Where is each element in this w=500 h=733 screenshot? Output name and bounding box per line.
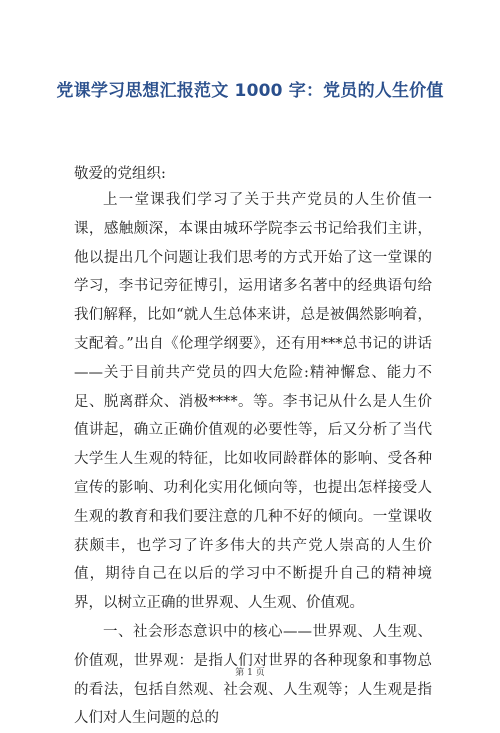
document-body (74, 186, 432, 733)
salutation: 敬爱的党组织: (74, 166, 166, 182)
paragraph-2: 一、社会形态意识中的核心——世界观、人生观、价值观，世界观：是指人们对世界的各种现象和事物总的看法，包括自然观、社会观、人生观等；人生观是指人们对人生问题的总的 (74, 623, 432, 727)
paragraph-1: 上一堂课我们学习了关于共产党员的人生价值一课，感触颇深，本课由城环学院李云书记给我们主讲，他以提出几个问题让我们思考的方式开始了这一堂课的学习，李书记旁征博引，运用诸多名著中的经典语句给我们解释，比如“就人生总体来讲，总是被偶然影响着，支配着。”出自《伦理学纲要》，还有用***总书记的讲话——关于目前共产党员的四大危险:精神懈怠、能力不足、脱离群众、消极****。等。李书记从什么是人生价值讲起，确立正确价值观的必要性等，后又分析了当代大学生人生观的特征，比如收同龄群体的影响、受各种宣传的影响、功利化实用化倾向等，也提出怎样接受人生观的教育和我们要注意的几种不好的倾向。一堂课收获颇丰，也学习了许多伟大的共产党人崇高的人生价值，期待自己在以后的学习中不断提升自己的精神境界，以树立正确的世界观、人生观、价值观。 (74, 192, 432, 612)
document-title: 党课学习思想汇报范文 1000 字：党员的人生价值 (56, 81, 444, 101)
page-number: 第 1 页 (235, 668, 265, 678)
